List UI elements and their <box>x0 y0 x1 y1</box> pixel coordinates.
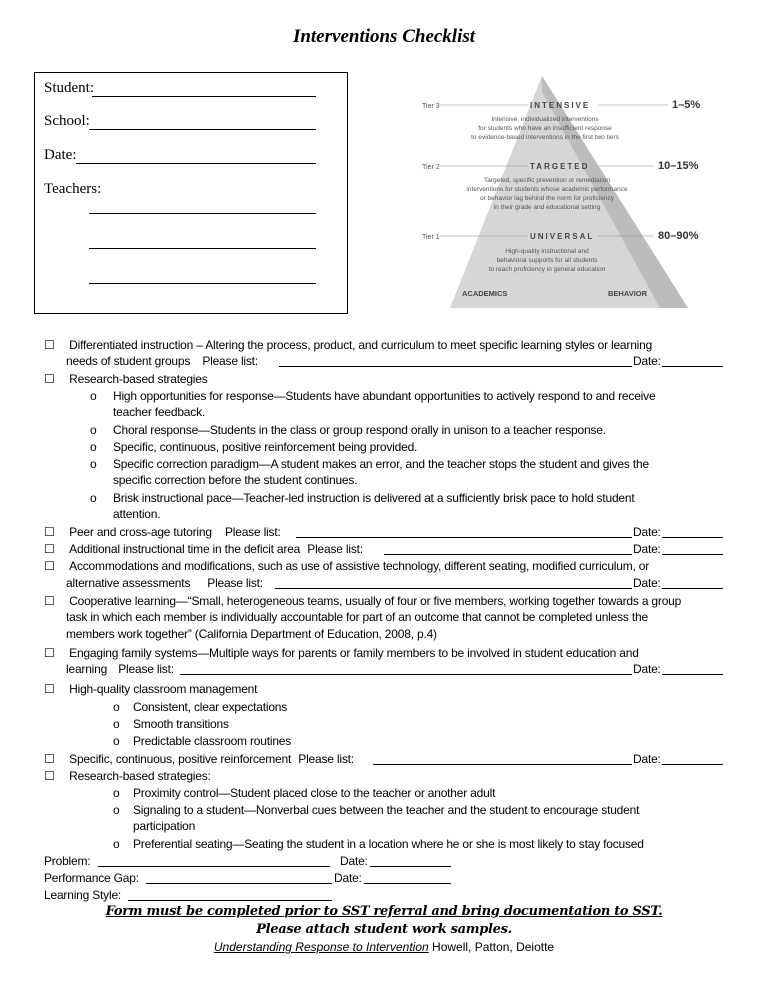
list-item: Predictable classroom routines <box>133 734 292 748</box>
checkbox[interactable]: ☐ <box>44 769 55 783</box>
rti-pyramid-graphic <box>410 72 710 312</box>
academics-label: ACADEMICS <box>462 289 508 298</box>
list-field[interactable] <box>296 537 632 538</box>
tier1-percent: 80–90% <box>658 230 699 242</box>
teacher-field-2[interactable] <box>89 248 316 249</box>
source-authors: Howell, Patton, Deiotte <box>428 940 555 954</box>
tier1-desc-1: High-quality instructional and <box>505 248 589 255</box>
footer-instruction: Form must be completed prior to SST referral and bring documentation to SST. <box>105 904 663 919</box>
learning-style-field[interactable] <box>128 900 332 901</box>
bullet-icon: o <box>113 837 120 851</box>
bullet-icon: o <box>90 423 97 437</box>
checkbox[interactable]: ☐ <box>44 752 55 766</box>
tier2-percent: 10–15% <box>658 160 699 172</box>
tier2-desc-1: Targeted, specific prevention or remediation <box>483 177 611 184</box>
checklist-item-additional-time: ☐ Additional instructional time in the deficit area Please list: <box>44 542 363 556</box>
checkbox[interactable]: ☐ <box>44 559 55 573</box>
teacher-field-3[interactable] <box>89 283 316 284</box>
bullet-icon: o <box>90 440 97 454</box>
tier3-percent: 1–5% <box>672 99 701 111</box>
tier3-desc-3: to evidence-based interventions in the first two tiers <box>471 134 619 141</box>
footer-attach-note: Please attach student work samples. <box>256 922 512 937</box>
gap-date-label: Date: <box>334 871 362 885</box>
teachers-label: Teachers: <box>44 181 102 197</box>
student-info-box <box>34 72 348 314</box>
tier1-label: Tier 1 <box>422 234 440 241</box>
bullet-icon: o <box>90 457 97 471</box>
list-field[interactable] <box>180 674 632 675</box>
problem-date-label: Date: <box>340 854 368 868</box>
bullet-icon: o <box>113 700 120 714</box>
list-item: Consistent, clear expectations <box>133 700 288 714</box>
behavior-label: BEHAVIOR <box>608 289 648 298</box>
checklist-item-research-strategies-2: ☐ Research-based strategies: <box>44 769 211 783</box>
school-field[interactable] <box>89 129 316 130</box>
school-label: School: <box>44 113 90 129</box>
learning-style-label: Learning Style: <box>44 888 122 902</box>
performance-gap-label: Performance Gap: <box>44 871 139 885</box>
problem-date-field[interactable] <box>370 866 451 867</box>
list-item: High opportunities for response—Students have abundant opportunities to actively respond to and receive <box>113 389 656 403</box>
problem-label: Problem: <box>44 854 91 868</box>
tier1-desc-2: behavioral supports for all students <box>496 257 598 264</box>
list-item: Signaling to a student—Nonverbal cues between the teacher and the student to encourage student <box>133 803 640 817</box>
date-field[interactable] <box>662 554 723 555</box>
checkbox[interactable]: ☐ <box>44 338 55 352</box>
checkbox[interactable]: ☐ <box>44 525 55 539</box>
list-item: Brisk instructional pace—Teacher-led instruction is delivered at a sufficiently brisk pace to hold student <box>113 491 635 505</box>
tier3-label: Tier 3 <box>422 103 440 110</box>
checklist-item-accommodations: ☐ Accommodations and modifications, such as use of assistive technology, different seating, modified curriculum, or <box>44 559 650 573</box>
bullet-icon: o <box>113 717 120 731</box>
list-item: Specific, continuous, positive reinforcement being provided. <box>113 440 418 454</box>
list-field[interactable] <box>384 554 632 555</box>
list-item: Choral response—Students in the class or group respond orally in unison to a teacher response. <box>113 423 606 437</box>
student-label: Student: <box>44 80 95 96</box>
tier1-desc-3: to reach proficiency in general education <box>488 266 606 273</box>
tier2-desc-3: or behavior lag behind the norm for proficiency <box>479 195 615 202</box>
bullet-icon: o <box>113 803 120 817</box>
list-item: Smooth transitions <box>133 717 229 731</box>
bullet-icon: o <box>113 786 120 800</box>
student-field[interactable] <box>92 96 316 97</box>
list-field[interactable] <box>373 764 632 765</box>
checklist-item-family-systems: ☐ Engaging family systems—Multiple ways for parents or family members to be involved in student education and <box>44 646 639 660</box>
date-field[interactable] <box>662 674 723 675</box>
source-citation <box>0 940 768 954</box>
bullet-icon: o <box>113 734 120 748</box>
date-field[interactable] <box>76 163 316 164</box>
teacher-field-1[interactable] <box>89 213 316 214</box>
checklist-item-peer-tutoring: ☐ Peer and cross-age tutoring Please list: <box>44 525 281 539</box>
checkbox[interactable]: ☐ <box>44 646 55 660</box>
date-field[interactable] <box>662 588 723 589</box>
tier1-name: UNIVERSAL <box>530 232 595 241</box>
checkbox[interactable]: ☐ <box>44 594 55 608</box>
gap-date-field[interactable] <box>364 883 451 884</box>
list-item: Specific correction paradigm—A student makes an error, and the teacher stops the student and gives the <box>113 457 649 471</box>
date-field[interactable] <box>662 764 723 765</box>
tier2-desc-4: in their grade and educational setting <box>493 204 601 211</box>
checkbox[interactable]: ☐ <box>44 542 55 556</box>
list-item: Preferential seating—Seating the student in a location where he or she is most likely to stay focused <box>133 837 644 851</box>
date-field[interactable] <box>662 537 723 538</box>
checklist-item-cooperative-learning: ☐ Cooperative learning—“Small, heterogeneous teams, usually of four or five members, working together towards a group <box>44 594 682 608</box>
tier3-desc-1: Intensive, individualized interventions <box>491 116 599 123</box>
tier2-label: Tier 2 <box>422 164 440 171</box>
list-field[interactable] <box>279 366 632 367</box>
list-field[interactable] <box>275 588 632 589</box>
checklist-item-positive-reinforcement: ☐ Specific, continuous, positive reinforcement Please list: <box>44 752 354 766</box>
list-item: Proximity control—Student placed close to the teacher or another adult <box>133 786 496 800</box>
bullet-icon: o <box>90 491 97 505</box>
checklist-item-classroom-management: ☐ High-quality classroom management <box>44 682 258 696</box>
tier3-name: INTENSIVE <box>530 101 591 110</box>
checklist-item-differentiated: ☐ Differentiated instruction – Altering the process, product, and curriculum to meet specific learning styles or learning <box>44 338 653 352</box>
checkbox[interactable]: ☐ <box>44 372 55 386</box>
checkbox[interactable]: ☐ <box>44 682 55 696</box>
date-label: Date: <box>44 147 77 163</box>
source-title: Understanding Response to Intervention <box>213 940 429 954</box>
bullet-icon: o <box>90 389 97 403</box>
checklist-item-research-strategies: ☐ Research-based strategies <box>44 372 208 386</box>
page-title: Interventions Checklist <box>292 26 476 47</box>
tier3-desc-2: for students who have an insufficient response <box>478 125 612 132</box>
tier2-name: TARGETED <box>530 162 590 171</box>
performance-gap-field[interactable] <box>146 883 332 884</box>
problem-field[interactable] <box>98 866 330 867</box>
tier2-desc-2: interventions for students whose academic performance <box>466 186 628 193</box>
date-field[interactable] <box>662 366 723 367</box>
